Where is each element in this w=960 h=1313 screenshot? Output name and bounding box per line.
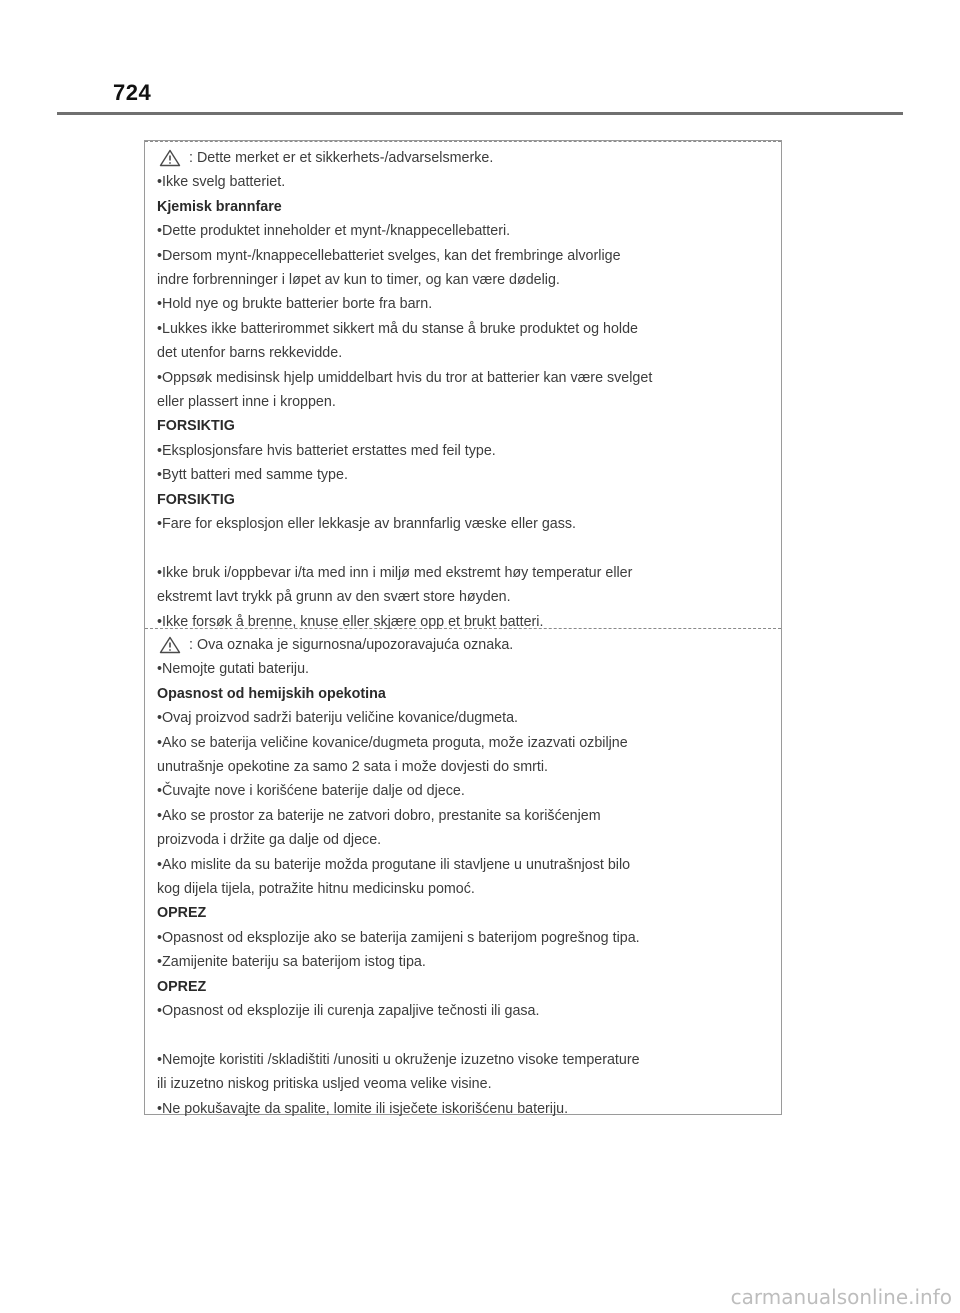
notice-line bbox=[157, 782, 775, 800]
line-text: ekstremt lavt trykk på grunn av den svært store høyden. bbox=[157, 589, 511, 606]
line-text: •Oppsøk medisinsk hjelp umiddelbart hvis du tror at batterier kan være svelget bbox=[157, 369, 653, 386]
notice-line bbox=[157, 1100, 775, 1118]
notice-line bbox=[157, 271, 775, 289]
notice-line bbox=[157, 831, 775, 849]
croatian-warning-section bbox=[145, 628, 781, 1115]
notice-line bbox=[157, 369, 775, 387]
line-text: •Dette produktet inneholder et mynt-/knappecellebatteri. bbox=[157, 223, 511, 240]
line-text: •Dersom mynt-/knappecellebatteriet svelges, kan det frembringe alvorlige bbox=[157, 247, 621, 264]
notice-line bbox=[157, 636, 775, 654]
section-heading bbox=[157, 198, 775, 216]
line-text: proizvoda i držite ga dalje od djece. bbox=[157, 832, 382, 849]
warning-triangle-icon bbox=[159, 149, 181, 167]
line-text: FORSIKTIG bbox=[157, 491, 235, 508]
line-text: OPREZ bbox=[157, 905, 207, 922]
notice-line bbox=[157, 588, 775, 606]
notice-line bbox=[157, 564, 775, 582]
line-text: •Ako mislite da su baterije možda progutane ili stavljene u unutrašnjost bilo bbox=[157, 856, 631, 873]
line-text: •Nemojte koristiti /skladištiti /unositi u okruženje izuzetno visoke temperature bbox=[157, 1051, 640, 1068]
section-heading bbox=[157, 417, 775, 435]
notice-line bbox=[157, 1075, 775, 1093]
line-text: •Hold nye og brukte batterier borte fra barn. bbox=[157, 296, 433, 313]
line-text: OPREZ bbox=[157, 978, 207, 995]
notice-line bbox=[157, 320, 775, 338]
notice-line bbox=[157, 295, 775, 313]
section-heading bbox=[157, 904, 775, 922]
notice-line bbox=[157, 880, 775, 898]
notice-line bbox=[157, 393, 775, 411]
line-text: : Ova oznaka je sigurnosna/upozoravajuća oznaka. bbox=[189, 637, 514, 653]
line-text: •Ako se prostor za baterije ne zatvori dobro, prestanite sa korišćenjem bbox=[157, 807, 601, 824]
notice-line bbox=[157, 466, 775, 484]
section-heading bbox=[157, 685, 775, 703]
line-text: •Lukkes ikke batterirommet sikkert må du stanse å bruke produktet og holde bbox=[157, 320, 639, 337]
line-text: •Ne pokušavajte da spalite, lomite ili isječete iskorišćenu bateriju. bbox=[157, 1100, 569, 1117]
line-text: Kjemisk brannfare bbox=[157, 198, 282, 215]
battery-warning-box bbox=[144, 140, 782, 1115]
notice-line bbox=[157, 758, 775, 776]
line-text: •Nemojte gutati bateriju. bbox=[157, 661, 310, 678]
page-number: 724 bbox=[113, 80, 152, 105]
notice-line bbox=[157, 709, 775, 727]
notice-line bbox=[157, 1051, 775, 1069]
line-text: kog dijela tijela, potražite hitnu medicinsku pomoć. bbox=[157, 881, 475, 897]
line-text: •Ikke bruk i/oppbevar i/ta med inn i miljø med ekstremt høy temperatur eller bbox=[157, 564, 633, 581]
line-text: indre forbrenninger i løpet av kun to timer, og kan være dødelig. bbox=[157, 272, 560, 288]
section-heading bbox=[157, 978, 775, 996]
notice-line bbox=[157, 247, 775, 265]
line-text: •Čuvajte nove i korišćene baterije dalje od djece. bbox=[157, 783, 465, 800]
notice-line bbox=[157, 149, 775, 167]
notice-line bbox=[157, 173, 775, 191]
line-text: unutrašnje opekotine za samo 2 sata i može dovjesti do smrti. bbox=[157, 759, 548, 775]
notice-line bbox=[157, 442, 775, 460]
line-text: •Opasnost od eksplozije ili curenja zapaljive tečnosti ili gasa. bbox=[157, 1003, 540, 1019]
notice-line bbox=[157, 344, 775, 362]
line-text: •Ako se baterija veličine kovanice/dugmeta proguta, može izazvati ozbiljne bbox=[157, 734, 628, 751]
notice-line bbox=[157, 807, 775, 825]
line-text: •Bytt batteri med samme type. bbox=[157, 467, 348, 484]
notice-line bbox=[157, 660, 775, 678]
line-text: ili izuzetno niskog pritiska usljed veoma velike visine. bbox=[157, 1076, 492, 1093]
notice-line bbox=[157, 929, 775, 947]
line-text: •Ovaj proizvod sadrži bateriju veličine kovanice/dugmeta. bbox=[157, 710, 519, 727]
notice-line bbox=[157, 1002, 775, 1020]
line-text: •Fare for eksplosjon eller lekkasje av brannfarlig væske eller gass. bbox=[157, 516, 577, 532]
line-text: det utenfor barns rekkevidde. bbox=[157, 345, 343, 362]
line-text: •Ikke forsøk å brenne, knuse eller skjære opp et brukt batteri. bbox=[157, 613, 544, 630]
line-text: eller plassert inne i kroppen. bbox=[157, 394, 336, 410]
warning-triangle-icon bbox=[159, 636, 181, 654]
line-text: FORSIKTIG bbox=[157, 418, 235, 435]
line-text: •Zamijenite bateriju sa baterijom istog tipa. bbox=[157, 954, 426, 971]
line-text: •Eksplosjonsfare hvis batteriet erstattes med feil type. bbox=[157, 442, 496, 459]
line-text: : Dette merket er et sikkerhets-/advarselsmerke. bbox=[189, 150, 494, 166]
line-text: Opasnost od hemijskih opekotina bbox=[157, 685, 386, 702]
line-text: •Opasnost od eksplozije ako se baterija zamijeni s baterijom pogrešnog tipa. bbox=[157, 929, 640, 946]
section-heading bbox=[157, 491, 775, 509]
notice-line bbox=[157, 856, 775, 874]
notice-line bbox=[157, 734, 775, 752]
notice-line bbox=[157, 953, 775, 971]
norwegian-warning-section bbox=[145, 141, 781, 629]
watermark: carmanualsonline.info bbox=[730, 1285, 952, 1309]
notice-line bbox=[157, 515, 775, 533]
notice-line bbox=[157, 222, 775, 240]
header-divider bbox=[57, 112, 903, 115]
line-text: •Ikke svelg batteriet. bbox=[157, 174, 286, 191]
